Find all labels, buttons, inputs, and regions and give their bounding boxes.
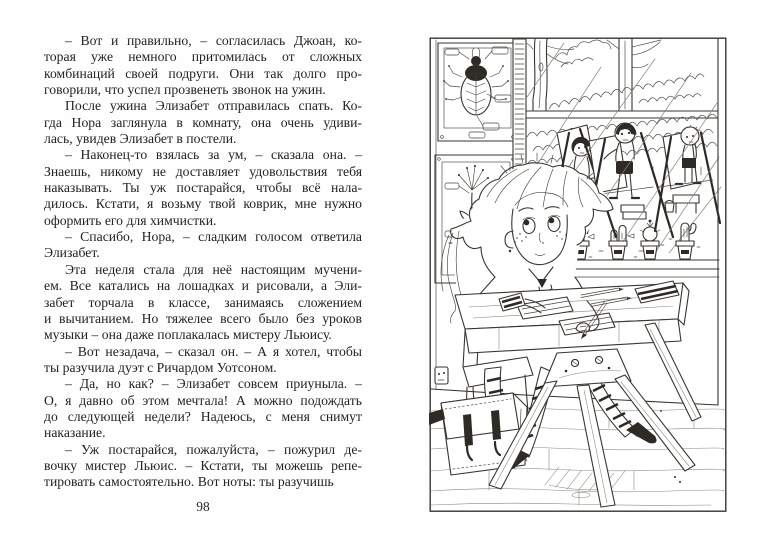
text-line: Знаешь, никому не доставляет удовольствия тебя: [44, 163, 362, 179]
text-line: и вычитанием. Но тяжелее всего было без уроков: [44, 310, 362, 326]
paragraph: [44, 262, 362, 344]
paragraph: [44, 229, 362, 262]
text-line: ем. Все катались на лошадках и рисовали, а Эли-: [44, 278, 362, 294]
text-line: вочку мистер Льюис. – Кстати, ты можешь репе-: [44, 457, 362, 473]
paragraph: [44, 33, 362, 98]
text-line: забет торчала в классе, занимаясь сложением: [44, 294, 362, 310]
text-line: оформить его для химчистки.: [44, 212, 217, 228]
girl-at-desk-illustration: [429, 37, 727, 513]
text-line: до следующей недели? Надеюсь, с меня снимут: [44, 408, 362, 424]
text-line: лась, увидев Элизабет в постели.: [44, 131, 237, 147]
text-line: – Да, но как? – Элизабет совсем приуныла. –: [65, 376, 362, 392]
text-line: дилось. Кстати, я возьму твой коврик, мне нужно: [44, 196, 362, 212]
text-line: музыки – она даже поплакалась мистеру Льюису.: [44, 327, 332, 343]
text-line: комбинаций своей подруги. Они так долго про-: [44, 65, 362, 81]
text-line: торая уже немного притомилась от сложных: [44, 49, 362, 65]
text-line: наказывать. Ты уж постарайся, чтобы всё нала-: [44, 180, 362, 196]
text-line: – Спасибо, Нора, – сладким голосом ответила: [65, 229, 362, 245]
text-line: Элизабет.: [44, 245, 100, 261]
text-line: О, я давно об этом мечтала! А можно подождать: [44, 392, 362, 408]
paragraph: [44, 147, 362, 229]
text-line: – Вот и правильно, – согласилась Джоан, ко-: [65, 33, 362, 48]
page-number: 98: [196, 499, 210, 514]
text-line: – Наконец-то взялась за ум, – сказала она. –: [65, 147, 362, 163]
paragraph: [44, 376, 362, 441]
paragraph: [44, 98, 362, 147]
paragraph: [44, 442, 362, 491]
text-line: Эта неделя стала для неё настоящим мучени-: [65, 261, 362, 277]
left-page-text: [44, 33, 362, 491]
text-line: – Вот незадача, – сказал он. – А я хотел, чтобы: [65, 343, 362, 359]
paragraph: [44, 344, 362, 377]
wall-socket: [435, 367, 448, 384]
text-line: – Уж постарайся, пожалуйста, – пожурил де-: [65, 441, 362, 457]
text-line: говорили, что успел прозвенеть звонок на ужин.: [44, 82, 326, 98]
text-line: ты разучила дуэт с Ричардом Уотсоном.: [44, 359, 277, 375]
text-line: тировать самостоятельно. Вот ноты: ты разучишь: [44, 474, 334, 490]
text-line: После ужина Элизабет отправилась спать. Ко-: [65, 98, 362, 114]
text-line: гда Нора заглянула в комнату, она очень удиви-: [44, 114, 362, 130]
text-line: наказание.: [44, 425, 106, 441]
